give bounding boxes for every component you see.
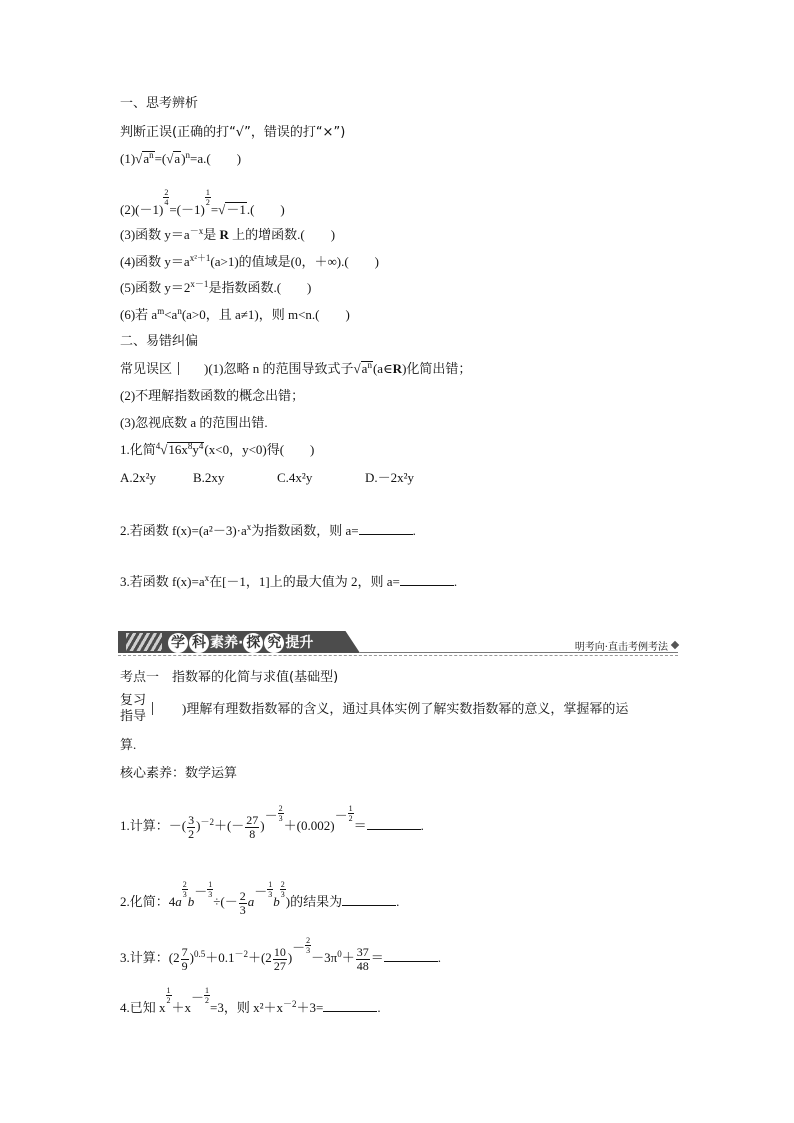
judge-item-4: (4)函数 $y=a^{x^2+1}(a>1)$的值域是(0，＋∞).( ): [120, 253, 379, 269]
question-3: 3.若函数 $f(x)=a^x$在[－1，1]上的最大值为 2，则 a= .: [120, 573, 458, 589]
judge-item-3: (3)函数 $y=a^{-x}$是 R 上的增函数.( ): [120, 226, 336, 242]
section1-heading: 一、思考辨析: [120, 96, 199, 111]
judge-item-5: (5)函数 $y=2^{x-1}$是指数函数.( ): [120, 279, 312, 295]
diamond-icon: [671, 641, 679, 649]
misconception-line-2: (2)不理解指数函数的概念出错；: [120, 388, 305, 403]
core-literacy: 核心素养：数学运算: [120, 765, 238, 780]
topic-title: 考点一 指数幂的化简与求值(基础型): [120, 669, 339, 685]
misconception-line-3: (3)忽视底数 a 的范围出错.: [120, 415, 268, 430]
banner-dashed-divider: [118, 655, 678, 656]
review-guide-text-2: 算.: [120, 737, 137, 752]
section-banner: [118, 628, 678, 658]
option-d: D.－2x²y: [365, 470, 415, 485]
question-1-options: [120, 469, 414, 487]
problem-3: 3.计算：(2 $\frac{7}{9}$ )$^{0.5}+0.1^{-2}+(2$ $\frac{10}{27}$ )－ $\frac{2}{3}$ $-3\pi^0+$ $\frac{37}{48}$ ＝ .: [120, 936, 442, 973]
answer-blank: [359, 523, 413, 535]
banner-title: 学 科 素养· 探 究 提升: [168, 632, 313, 653]
answer-blank: [367, 818, 421, 830]
answer-blank: [342, 894, 396, 906]
option-b: B.2xy: [193, 470, 225, 485]
review-guide-label: 复习 指导: [120, 692, 147, 723]
banner-subtitle: 明考向·直击考例考法: [574, 642, 668, 653]
judge-item-1: $(1)√a^n=(√a)^n=a$.( ): [120, 150, 242, 166]
judge-item-6: (6)若 $a^m<a^n(a>0$，且 a≠1)，则 m<n.( ): [120, 306, 350, 322]
section1-instruction: 判断正误(正确的打“√”，错误的打“×”): [120, 125, 346, 140]
answer-blank: [323, 1000, 377, 1012]
problem-2: 2.化简：4a $\frac{2}{3}$ b－ $\frac{1}{3}$ ÷(－ $\frac{2}{3}$ a－ $\frac{1}{3}$ b $\frac{2}{3}$ )的结果为 .: [120, 880, 400, 917]
section2-heading: 二、易错纠偏: [120, 334, 199, 349]
review-guide-text: )理解有理数指数幂的含义，通过具体实例了解实数指数幂的意义，掌握幂的运: [146, 700, 628, 718]
answer-blank: [400, 574, 454, 586]
answer-blank: [384, 950, 438, 962]
option-a: A.2x²y: [120, 470, 157, 485]
banner-stripes: [126, 633, 162, 651]
judge-item-2: (2)(－1) $\frac{2}{4}$ =(－1) $\frac{1}{2}$ =√－1.( ): [120, 188, 285, 217]
question-2: 2.若函数 $f(x)=(a^2-3)\cdot a^x$为指数函数，则 a= .: [120, 522, 416, 538]
misconception-line-1: 常见误区 )(1)忽略 n 的范围导致式子$√a^n(a\in R)$化简出错；: [120, 360, 472, 376]
problem-4: 4.已知 x $\frac{1}{2}$ ＋x－ $\frac{1}{2}$ =3，则 $x^2+x^{-2}+3=$ .: [120, 986, 381, 1015]
problem-1: 1.计算：－( $\frac{3}{2}$ )$^{-2}$＋(－ $\frac{27}{8}$ )－ $\frac{2}{3}$ ＋(0.002)－ $\frac{1}{2}$ ＝ .: [120, 804, 424, 841]
option-c: C.4x²y: [277, 470, 313, 485]
question-1: 1.化简$^4√16x^8y^4(x<0$，y<0)得( ): [120, 441, 315, 457]
